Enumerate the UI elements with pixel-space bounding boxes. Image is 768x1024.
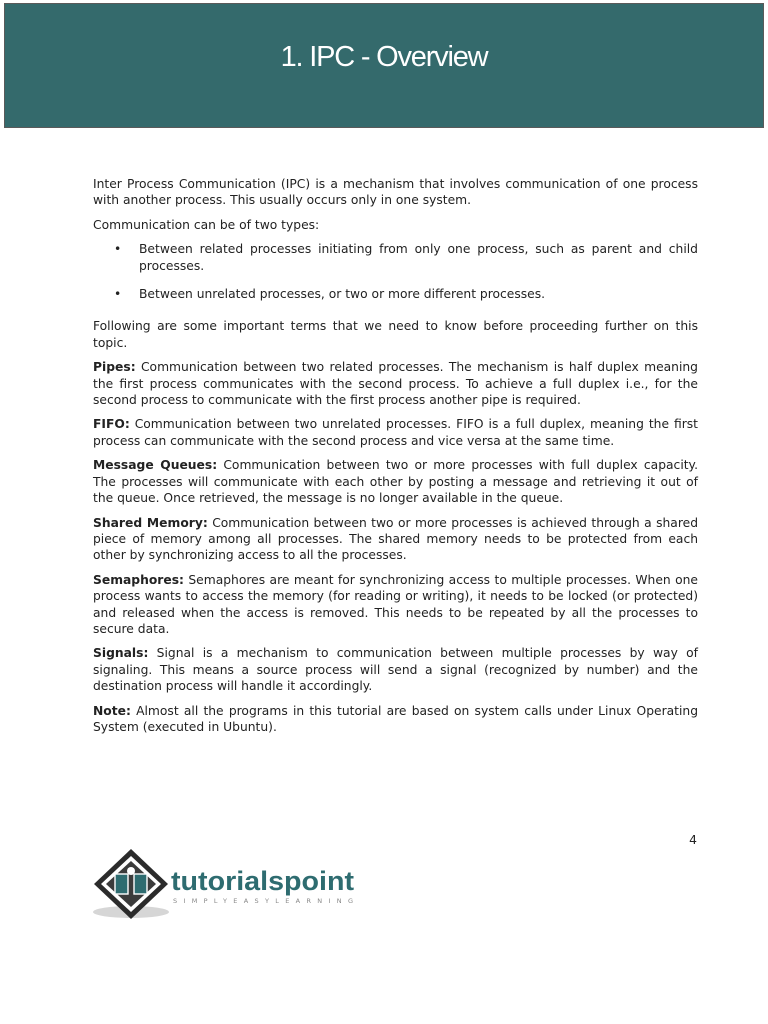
term-description: Semaphores are meant for synchronizing access to multiple processes. When one process wants to access the memory (for reading or writing), it needs to be locked (or protected) and released when the access is removed. This needs to be repeated by all the processes to secure data. — [93, 572, 698, 636]
term-label: Signals: — [93, 646, 149, 661]
logo-book-right — [134, 874, 147, 894]
ipc-definition-paragraph: Inter Process Communication (IPC) is a mechanism that involves communication of one process with another process. This usually occurs only in one system. — [93, 177, 698, 208]
term-paragraph-semaphores — [93, 572, 698, 638]
term-label: Pipes: — [93, 360, 136, 375]
list-item-text: Between unrelated processes, or two or more different processes. — [139, 287, 546, 302]
term-label: FIFO: — [93, 417, 130, 432]
communication-types-list — [93, 241, 698, 302]
list-item — [93, 241, 698, 274]
bullet-icon: • — [114, 287, 122, 302]
chapter-title: 1. IPC - Overview — [280, 41, 488, 73]
term-description: Communication between two unrelated processes. FIFO is a full duplex, meaning the first process can communicate with the second process and vice versa at the same time. — [93, 417, 698, 448]
terms-lead-paragraph: Following are some important terms that we need to know before proceeding further on this topic. — [93, 319, 698, 350]
communication-types-lead: Communication can be of two types: — [93, 217, 320, 232]
term-paragraph-fifo — [93, 416, 698, 449]
term-description: Communication between two or more processes is achieved through a shared piece of memory among all processes. The shared memory needs to be protected from each other by synchronizing access to all the processes. — [93, 515, 698, 563]
logo-tagline: SIMPLYEASYLEARNING — [173, 897, 353, 905]
term-description: Communication between two related processes. The mechanism is half duplex meaning the first process communicates with the second process. To achieve a full duplex i.e., for the second process to communicate with the first process another pipe is required. — [93, 360, 698, 408]
logo-book-left — [115, 874, 128, 894]
list-item — [93, 286, 698, 302]
page-number: 4 — [689, 833, 697, 847]
term-description: Signal is a mechanism to communication between multiple processes by way of signaling. This means a source process will send a signal (recognized by number) and the destination process will handle it accordingly. — [93, 646, 698, 694]
term-label: Message Queues: — [93, 458, 218, 473]
term-label: Semaphores: — [93, 572, 184, 587]
list-item-text: Between related processes initiating from only one process, such as parent and child processes. — [139, 242, 698, 273]
note-paragraph — [93, 703, 698, 736]
term-label: Note: — [93, 703, 131, 718]
term-label: Shared Memory: — [93, 515, 208, 530]
term-paragraph-signals — [93, 645, 698, 694]
term-description: Communication between two or more processes with full duplex capacity. The processes will communicate with each other by posting a message and retrieving it out of the queue. Once retrieved, the message is no longer available in the queue. — [93, 458, 698, 506]
term-description: Almost all the programs in this tutorial are based on system calls under Linux Operating System (executed in Ubuntu). — [93, 703, 698, 734]
chapter-header-banner — [4, 3, 764, 128]
term-paragraph-shared-memory — [93, 515, 698, 564]
logo-wordmark: tutorialspoint — [171, 866, 355, 896]
chapter-body — [93, 176, 698, 743]
term-paragraph-pipes — [93, 359, 698, 408]
term-paragraph-message-queues — [93, 457, 698, 506]
bullet-icon: • — [114, 242, 122, 257]
tutorialspoint-logo — [91, 846, 361, 922]
logo-head — [127, 867, 135, 875]
